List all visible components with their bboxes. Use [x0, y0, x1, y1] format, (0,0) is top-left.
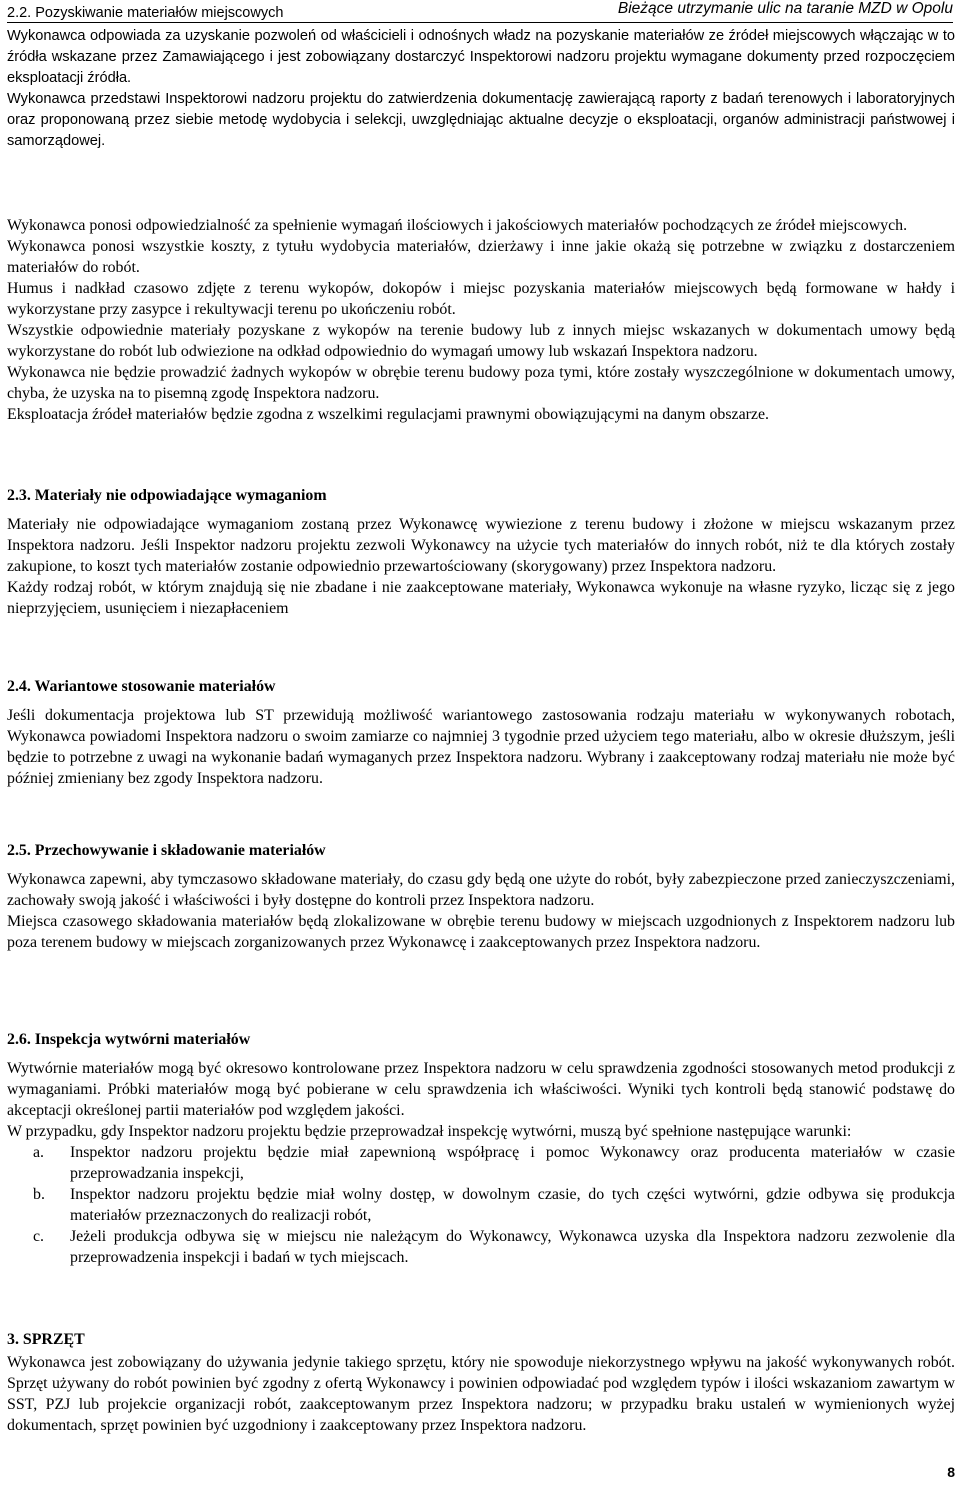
paragraph: Każdy rodzaj robót, w którym znajdują się nie zbadane i nie zaakceptowane materiały, Wykonawca wykonuje na własne ryzyko, licząc się z jego nieprzyjęciem, usunięciem i niezapłaceniem — [7, 579, 955, 617]
list-item-text: Inspektor nadzoru projektu będzie miał wolny dostęp, w dowolnym czasie, do tych części wytwórni, gdzie odbywa się produkcja materiałów przeznaczonych do realizacji robót, — [70, 1186, 955, 1224]
paragraph: Wykonawca zapewni, aby tymczasowo składowane materiały, do czasu gdy będą one użyte do robót, były zabezpieczone przed zanieczyszczeniami, zachowały swoją jakość i właściwości i były dostępne do kontroli przez Inspektora nadzoru. — [7, 871, 955, 909]
paragraph: Humus i nadkład czasowo zdjęte z terenu wykopów, dokopów i miejsc pozyskania materiałów miejscowych będą formowane w hałdy i wykorzystane przy zasypce i rekultywacji terenu po ukończeniu robót. — [7, 280, 955, 318]
list-item-text: Jeżeli produkcja odbywa się w miejscu nie należącym do Wykonawcy, Wykonawca uzyska dla Inspektora nadzoru zezwolenie dla przeprowadzenia inspekcji i badań w tych miejscach. — [70, 1228, 955, 1266]
page-header — [7, 0, 953, 23]
section-2-6-body — [7, 1058, 955, 1268]
paragraph: W przypadku, gdy Inspektor nadzoru projektu będzie przeprowadzał inspekcję wytwórni, muszą być spełnione następujące warunki: — [7, 1123, 852, 1140]
page-number: 8 — [947, 1464, 955, 1480]
list-item — [7, 1226, 955, 1268]
section-3-body — [7, 1352, 955, 1436]
list-item-text: Inspektor nadzoru projektu będzie miał zapewnioną współpracę i pomoc Wykonawcy oraz producenta materiałów w czasie przeprowadzania inspekcji, — [70, 1144, 955, 1182]
paragraph: Wykonawca przedstawi Inspektorowi nadzoru projektu do zatwierdzenia dokumentację zawierającą raporty z badań terenowych i laboratoryjnych oraz proponowaną przez siebie metodę wydobycia i selekcji, uwzględniając aktualne decyzje o eksploatacji, organów administracji państwowej i samorządowej. — [7, 91, 955, 149]
paragraph: Jeśli dokumentacja projektowa lub ST przewidują możliwość wariantowego zastosowania rodzaju materiału w wykonywanych robotach, Wykonawca powiadomi Inspektora nadzoru o swoim zamiarze co najmniej 3 tygodnie przed użyciem tego materiału, albo w okresie dłuższym, jeśli będzie to potrzebne z uwagi na wykonanie badań wymaganych przez Inspektora nadzoru. Wybrany i zaakceptowany rodzaj materiału nie może być później zmieniany bez zgody Inspektora nadzoru. — [7, 707, 955, 787]
section-2-2-body-continued — [7, 215, 955, 425]
section-heading-2-4: 2.4. Wariantowe stosowanie materiałów — [7, 678, 276, 695]
paragraph: Wykonawca ponosi wszystkie koszty, z tytułu wydobycia materiałów, dzierżawy i inne jakie okażą się potrzebne w związku z dostarczeniem materiałów do robót. — [7, 238, 955, 276]
section-heading-2-5: 2.5. Przechowywanie i składowanie materiałów — [7, 842, 326, 859]
list-marker: a. — [33, 1144, 45, 1161]
paragraph: Wykonawca ponosi odpowiedzialność za spełnienie wymagań ilościowych i jakościowych materiałów pochodzących ze źródeł miejscowych. — [7, 217, 908, 234]
section-2-5-body — [7, 869, 955, 953]
paragraph: Wykonawca nie będzie prowadzić żadnych wykopów w obrębie terenu budowy poza tymi, które zostały wyszczególnione w dokumentach umowy, chyba, że uzyska na to pisemną zgodę Inspektora nadzoru. — [7, 364, 955, 402]
list-item — [7, 1142, 955, 1184]
section-title: Pozyskiwanie materiałów miejscowych — [35, 5, 284, 21]
list-marker: b. — [33, 1186, 45, 1203]
running-title: Bieżące utrzymanie ulic na taranie MZD w Opolu — [617, 0, 953, 17]
paragraph: Wykonawca odpowiada za uzyskanie pozwoleń od właścicieli i odnośnych władz na pozyskanie materiałów ze źródeł miejscowych włączając w to źródła wskazane przez Zamawiającego i jest zobowiązany dostarczyć Inspektorowi nadzoru projektu wymagane dokumenty przed rozpoczęciem eksploatacji źródła. — [7, 28, 955, 86]
section-heading-2-3: 2.3. Materiały nie odpowiadające wymaganiom — [7, 487, 327, 504]
section-2-3-body — [7, 514, 955, 619]
list-item — [7, 1184, 955, 1226]
section-heading-2-6: 2.6. Inspekcja wytwórni materiałów — [7, 1031, 251, 1048]
paragraph: Wykonawca jest zobowiązany do używania jedynie takiego sprzętu, który nie spowoduje niekorzystnego wpływu na jakość wykonywanych robót. Sprzęt używany do robót powinien być zgodny z ofertą Wykonawcy i powinien odpowiadać pod względem typów i ilości wskazaniom zawartym w SST, PZJ lub projekcie organizacji robót, zaakceptowanym przez Inspektora nadzoru; w przypadku braku ustaleń w wymienionych wyżej dokumentach, sprzęt powinien być uzgodniony i zaakceptowany przez Inspektora nadzoru. — [7, 1354, 955, 1434]
paragraph: Eksploatacja źródeł materiałów będzie zgodna z wszelkimi regulacjami prawnymi obowiązującymi na danym obszarze. — [7, 406, 770, 423]
paragraph: Wytwórnie materiałów mogą być okresowo kontrolowane przez Inspektora nadzoru w celu sprawdzenia zgodności stosowanych metod produkcji z wymaganiami. Próbki materiałów mogą być pobierane w celu sprawdzenia ich właściwości. Wyniki tych kontroli będą stanowić podstawę do akceptacji określonej partii materiałów pod względem jakości. — [7, 1060, 955, 1119]
paragraph: Miejsca czasowego składowania materiałów będą zlokalizowane w obrębie terenu budowy w miejscach uzgodnionych z Inspektorem nadzoru lub poza terenem budowy w miejscach zorganizowanych przez Wykonawcę i zaakceptowanych przez Inspektora nadzoru. — [7, 913, 955, 951]
section-heading-3: 3. SPRZĘT — [7, 1331, 85, 1348]
section-2-4-body — [7, 705, 955, 789]
list-marker: c. — [33, 1228, 45, 1245]
paragraph: Wszystkie odpowiednie materiały pozyskane z wykopów na terenie budowy lub z innych miejsc wskazanych w dokumentach umowy będą wykorzystane do robót lub odwiezione na odkład odpowiednio do wymagań umowy lub wskazań Inspektora nadzoru. — [7, 322, 955, 360]
section-heading-2-2 — [7, 4, 283, 22]
section-2-2-body — [7, 26, 955, 152]
section-number: 2.2. — [7, 5, 32, 21]
paragraph: Materiały nie odpowiadające wymaganiom zostaną przez Wykonawcę wywiezione z terenu budowy i złożone w miejscu wskazanym przez Inspektora nadzoru. Jeśli Inspektor nadzoru projektu zezwoli Wykonawcy na użycie tych materiałów do innych robót, niż te dla których zostały zakupione, to koszt tych materiałów zostanie odpowiednio przewartościowany (skorygowany) przez Inspektora nadzoru. — [7, 516, 955, 575]
